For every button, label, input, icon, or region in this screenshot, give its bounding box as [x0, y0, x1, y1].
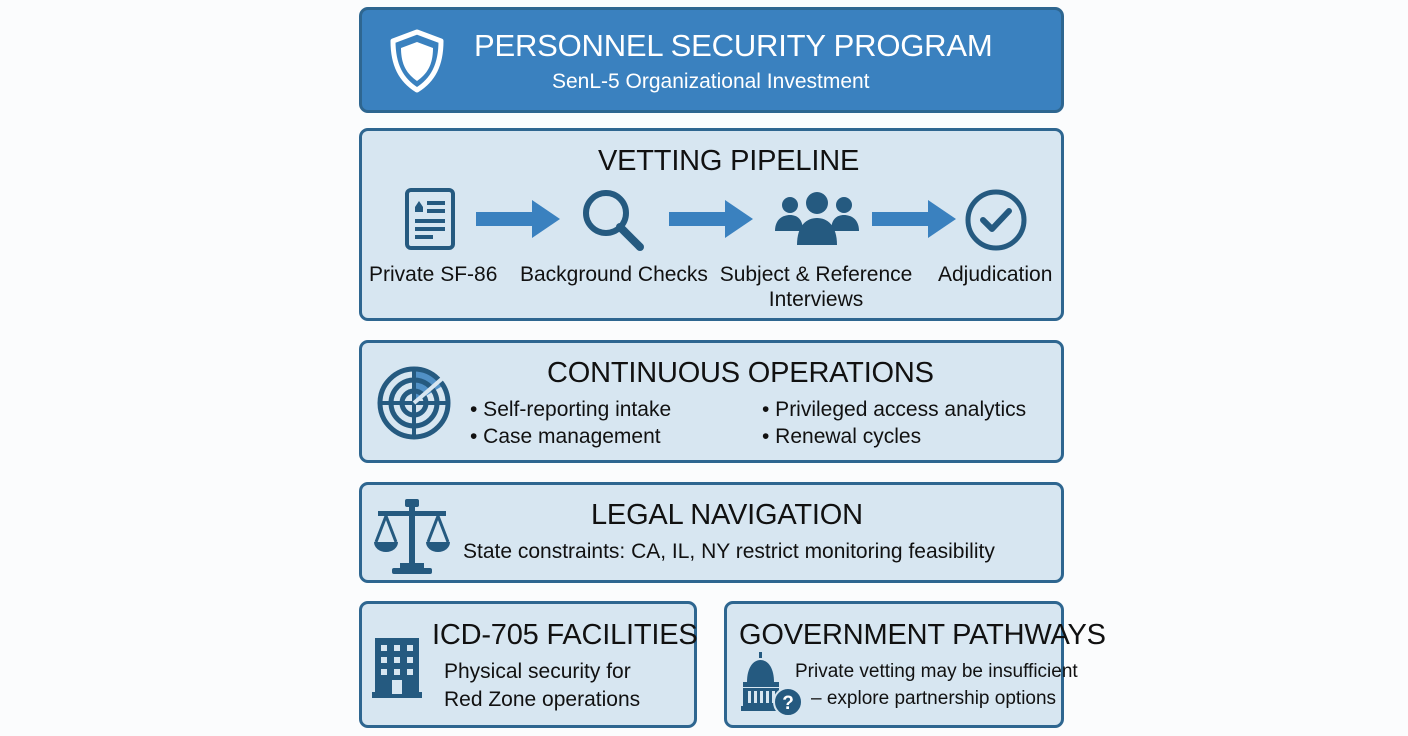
- government-line1: Private vetting may be insufficient: [795, 661, 1078, 682]
- header-banner: [359, 7, 1064, 113]
- step-background-checks-label: Background Checks: [520, 263, 708, 286]
- magnifier-icon: [580, 187, 646, 253]
- operations-item: • Case management: [470, 425, 661, 448]
- svg-text:?: ?: [782, 693, 794, 714]
- arrow-right-icon: [669, 197, 755, 241]
- legal-title: LEGAL NAVIGATION: [591, 499, 863, 531]
- operations-item: • Privileged access analytics: [762, 398, 1027, 421]
- continuous-operations-panel: [359, 340, 1064, 463]
- form-document-icon: [404, 187, 458, 253]
- shield-icon: [388, 29, 446, 93]
- government-line2: – explore partnership options: [811, 688, 1057, 709]
- operations-title: CONTINUOUS OPERATIONS: [547, 357, 934, 389]
- operations-item: • Renewal cycles: [762, 425, 922, 448]
- government-pathways-panel: [724, 601, 1106, 728]
- check-circle-icon: [963, 187, 1029, 253]
- people-group-icon: [775, 191, 859, 247]
- arrow-right-icon: [872, 197, 958, 241]
- step-private-sf86-label: Private SF-86: [369, 263, 498, 286]
- step-interviews-line2: Interviews: [768, 288, 864, 311]
- facilities-line2: Red Zone operations: [444, 688, 641, 711]
- scales-icon: [372, 497, 452, 575]
- pipeline-title: VETTING PIPELINE: [598, 145, 860, 177]
- legal-navigation-panel: [359, 482, 1064, 583]
- operations-item: • Self-reporting intake: [470, 398, 672, 421]
- radar-icon: [374, 363, 454, 443]
- government-title: GOVERNMENT PATHWAYS: [739, 619, 1106, 651]
- facilities-panel: [359, 601, 697, 728]
- vetting-pipeline-panel: [359, 128, 1064, 321]
- step-interviews-label: [718, 262, 914, 312]
- arrow-right-icon: [476, 197, 562, 241]
- facilities-title: ICD-705 FACILITIES: [432, 619, 698, 651]
- step-adjudication-label: Adjudication: [938, 263, 1053, 286]
- header-title: PERSONNEL SECURITY PROGRAM: [474, 28, 993, 63]
- header-subtitle: SenL-5 Organizational Investment: [552, 70, 870, 93]
- building-icon: [372, 636, 422, 698]
- facilities-line1: Physical security for: [444, 660, 631, 683]
- step-interviews-line1: Subject & Reference: [719, 263, 913, 286]
- legal-text: State constraints: CA, IL, NY restrict monitoring feasibility: [463, 540, 995, 563]
